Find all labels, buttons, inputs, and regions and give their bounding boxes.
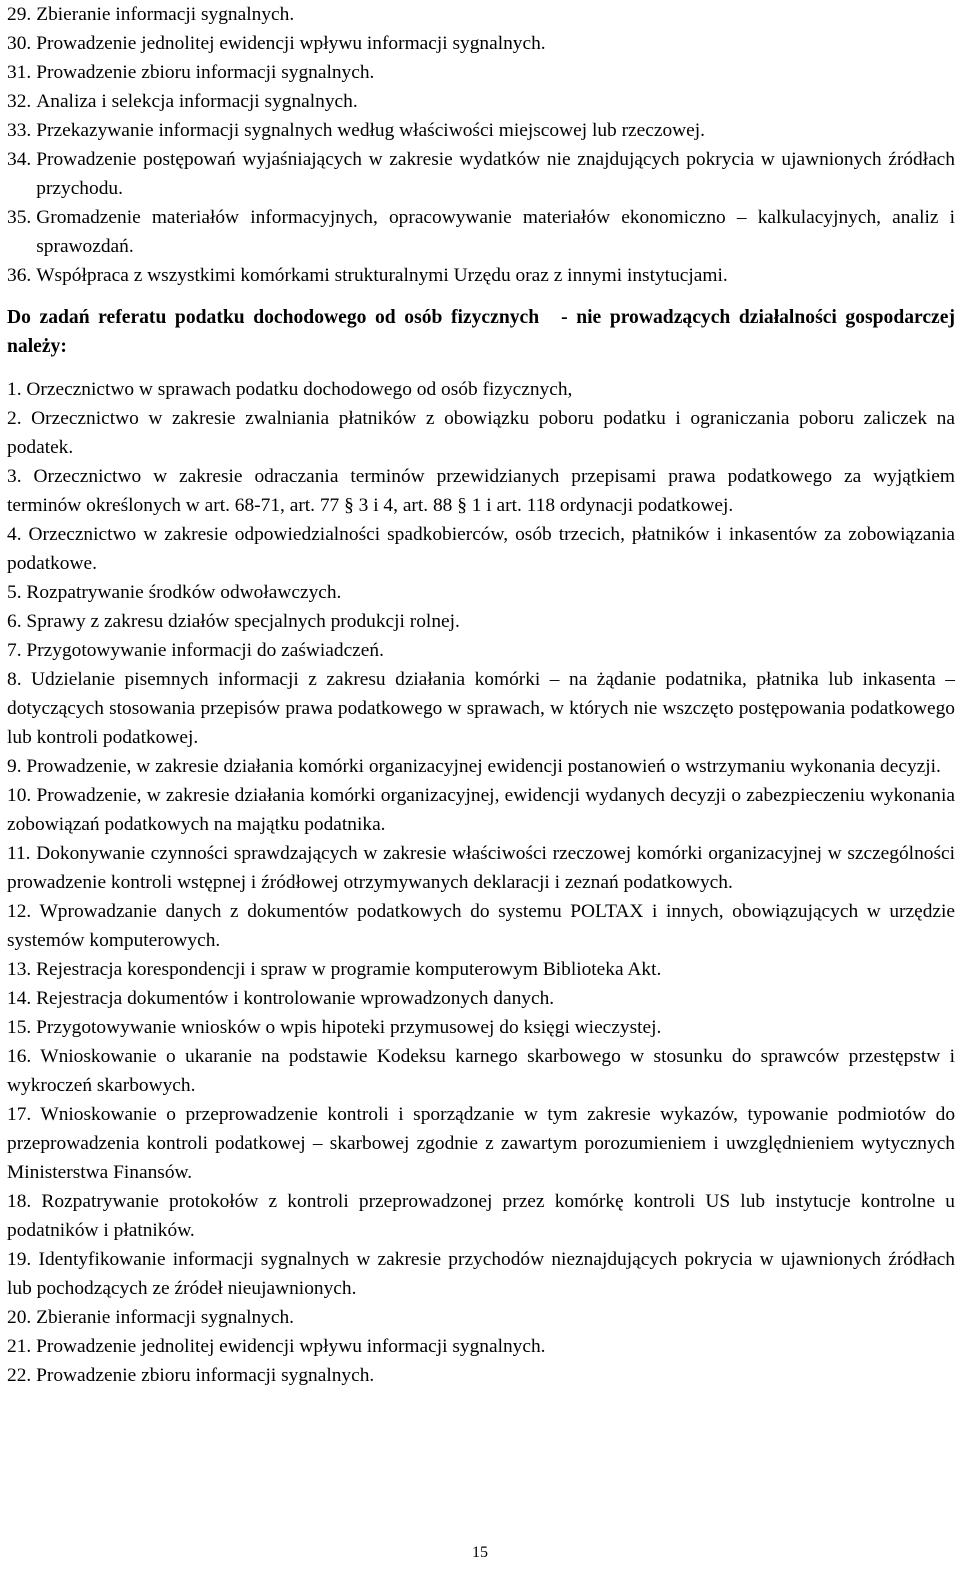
list-item xyxy=(7,0,955,29)
list-item xyxy=(7,781,955,839)
list-item-number: 32. xyxy=(7,91,32,112)
list-item-number: 20. xyxy=(7,1307,32,1328)
list-item-number: 16. xyxy=(7,1046,32,1067)
list-item-text: Orzecznictwo w sprawach podatku dochodowego od osób fizycznych, xyxy=(26,379,573,400)
list-item-number: 9. xyxy=(7,756,22,777)
list-item-number: 13. xyxy=(7,959,32,980)
list-item-text: Rozpatrywanie środków odwoławczych. xyxy=(26,582,342,603)
list-item-text: Identyfikowanie informacji sygnalnych w zakresie przychodów nieznajdujących pokrycia w ujawnionych źródłach lub pochodzących ze źródeł nieujawnionych. xyxy=(7,1249,955,1299)
list-item xyxy=(7,29,955,58)
list-item-number: 4. xyxy=(7,524,22,545)
list-item-text: Wprowadzanie danych z dokumentów podatkowych do systemu POLTAX i innych, obowiązujących w urzędzie systemów komputerowych. xyxy=(7,901,956,951)
list-item-text: Rejestracja korespondencji i spraw w programie komputerowym Biblioteka Akt. xyxy=(36,959,662,980)
list-item-text: Dokonywanie czynności sprawdzających w zakresie właściwości rzeczowej komórki organizacyjnej w szczególności prowadzenie kontroli wstępnej i źródłowej otrzymywanych deklaracji i zeznań podatkowych. xyxy=(7,843,955,893)
list-item xyxy=(7,520,955,578)
list-item-text: Orzecznictwo w zakresie zwalniania płatników z obowiązku poboru podatku i ograniczania poboru zaliczek na podatek. xyxy=(7,408,955,458)
list-item-number: 10. xyxy=(7,785,32,806)
list-item xyxy=(7,87,955,116)
list-item-text: Prowadzenie zbioru informacji sygnalnych. xyxy=(36,62,375,83)
list-item-number: 36. xyxy=(7,265,32,286)
section-heading-part1: Do zadań referatu podatku dochodowego od osób fizycznych xyxy=(7,307,540,328)
list-item xyxy=(7,145,955,203)
task-list-pit xyxy=(7,375,955,1390)
list-item-number: 19. xyxy=(7,1249,32,1270)
list-item xyxy=(7,375,955,404)
page-number: 15 xyxy=(472,1544,488,1561)
list-item-text: Prowadzenie, w zakresie działania komórki organizacyjnej ewidencji postanowień o wstrzymaniu wykonania decyzji. xyxy=(26,756,941,777)
list-item-number: 21. xyxy=(7,1336,32,1357)
list-item-text: Sprawy z zakresu działów specjalnych produkcji rolnej. xyxy=(26,611,460,632)
list-item-text: Współpraca z wszystkimi komórkami strukturalnymi Urzędu oraz z innymi instytucjami. xyxy=(36,265,728,286)
list-item xyxy=(7,1187,955,1245)
list-item-text: Prowadzenie zbioru informacji sygnalnych. xyxy=(36,1365,375,1386)
list-item xyxy=(7,607,955,636)
list-item xyxy=(7,839,955,897)
section-heading-part2: - nie prowadzących działalności gospodarczej należy: xyxy=(7,307,955,357)
list-item-text: Przekazywanie informacji sygnalnych według właściwości miejscowej lub rzeczowej. xyxy=(36,120,705,141)
list-item-text: Prowadzenie postępowań wyjaśniających w zakresie wydatków nie znajdujących pokrycia w ujawnionych źródłach przychodu. xyxy=(36,149,955,199)
list-item-text: Rejestracja dokumentów i kontrolowanie wprowadzonych danych. xyxy=(36,988,555,1009)
list-item-number: 12. xyxy=(7,901,32,922)
list-item-number: 30. xyxy=(7,33,32,54)
list-item-text: Analiza i selekcja informacji sygnalnych. xyxy=(36,91,358,112)
list-item-text: Udzielanie pisemnych informacji z zakresu działania komórki – na żądanie podatnika, płatnika lub inkasenta – dotyczących stosowania przepisów prawa podatkowego w sprawach, w których nie wszczęto postępowania podatkowego lub kontroli podatkowej. xyxy=(7,669,955,748)
list-item xyxy=(7,984,955,1013)
list-item xyxy=(7,636,955,665)
list-item xyxy=(7,1332,955,1361)
list-item-number: 7. xyxy=(7,640,22,661)
list-item-number: 17. xyxy=(7,1104,32,1125)
list-item-text: Prowadzenie jednolitej ewidencji wpływu informacji sygnalnych. xyxy=(36,33,546,54)
list-item xyxy=(7,404,955,462)
list-item-text: Gromadzenie materiałów informacyjnych, opracowywanie materiałów ekonomiczno – kalkulacyjnych, analiz i sprawozdań. xyxy=(36,207,955,257)
list-item-number: 5. xyxy=(7,582,22,603)
list-item-text: Prowadzenie jednolitej ewidencji wpływu informacji sygnalnych. xyxy=(36,1336,546,1357)
list-item xyxy=(7,1303,955,1332)
list-item-number: 29. xyxy=(7,4,32,25)
list-item xyxy=(7,752,955,781)
list-item-number: 11. xyxy=(7,843,31,864)
list-item-text: Orzecznictwo w zakresie odraczania terminów przewidzianych przepisami prawa podatkowego za wyjątkiem terminów określonych w art. 68-71, art. 77 § 3 i 4, art. 88 § 1 i art. 118 ordynacji podatkowej. xyxy=(7,466,955,516)
list-item xyxy=(7,1361,955,1390)
list-item-number: 15. xyxy=(7,1017,32,1038)
section-heading xyxy=(7,303,955,361)
list-item xyxy=(7,1042,955,1100)
list-item-text: Wnioskowanie o przeprowadzenie kontroli i sporządzanie w tym zakresie wykazów, typowanie podmiotów do przeprowadzenia kontroli podatkowej – skarbowej zgodnie z zawartym porozumieniem i uwzględnieniem wytycznych Ministerstwa Finansów. xyxy=(7,1104,956,1183)
document-page xyxy=(7,0,955,1390)
list-item-text: Rozpatrywanie protokołów z kontroli przeprowadzonej przez komórkę kontroli US lub instytucje kontrolne u podatników i płatników. xyxy=(7,1191,955,1241)
list-item xyxy=(7,462,955,520)
list-item xyxy=(7,203,955,261)
list-item-number: 2. xyxy=(7,408,22,429)
list-item xyxy=(7,1245,955,1303)
list-item xyxy=(7,665,955,752)
list-item-text: Wnioskowanie o ukaranie na podstawie Kodeksu karnego skarbowego w stosunku do sprawców przestępstw i wykroczeń skarbowych. xyxy=(7,1046,955,1096)
list-item xyxy=(7,261,955,290)
list-item xyxy=(7,578,955,607)
list-item-text: Zbieranie informacji sygnalnych. xyxy=(36,4,295,25)
task-list-continued xyxy=(7,0,955,290)
list-item-number: 1. xyxy=(7,379,22,400)
list-item-text: Przygotowywanie informacji do zaświadczeń. xyxy=(26,640,384,661)
list-item-text: Zbieranie informacji sygnalnych. xyxy=(36,1307,295,1328)
list-item-text: Orzecznictwo w zakresie odpowiedzialności spadkobierców, osób trzecich, płatników i inkasentów za zobowiązania podatkowe. xyxy=(7,524,955,574)
list-item-number: 34. xyxy=(7,149,32,170)
list-item xyxy=(7,116,955,145)
list-item-number: 33. xyxy=(7,120,32,141)
list-item-number: 22. xyxy=(7,1365,32,1386)
list-item-number: 14. xyxy=(7,988,32,1009)
list-item-number: 3. xyxy=(7,466,22,487)
list-item xyxy=(7,955,955,984)
list-item-number: 8. xyxy=(7,669,22,690)
list-item-text: Prowadzenie, w zakresie działania komórki organizacyjnej, ewidencji wydanych decyzji o zabezpieczeniu wykonania zobowiązań podatkowych na majątku podatnika. xyxy=(7,785,955,835)
list-item-number: 6. xyxy=(7,611,22,632)
list-item-number: 35. xyxy=(7,207,32,228)
list-item-number: 31. xyxy=(7,62,32,83)
list-item-text: Przygotowywanie wniosków o wpis hipoteki przymusowej do księgi wieczystej. xyxy=(36,1017,662,1038)
list-item xyxy=(7,897,955,955)
list-item-number: 18. xyxy=(7,1191,32,1212)
list-item xyxy=(7,1013,955,1042)
list-item xyxy=(7,1100,955,1187)
list-item xyxy=(7,58,955,87)
